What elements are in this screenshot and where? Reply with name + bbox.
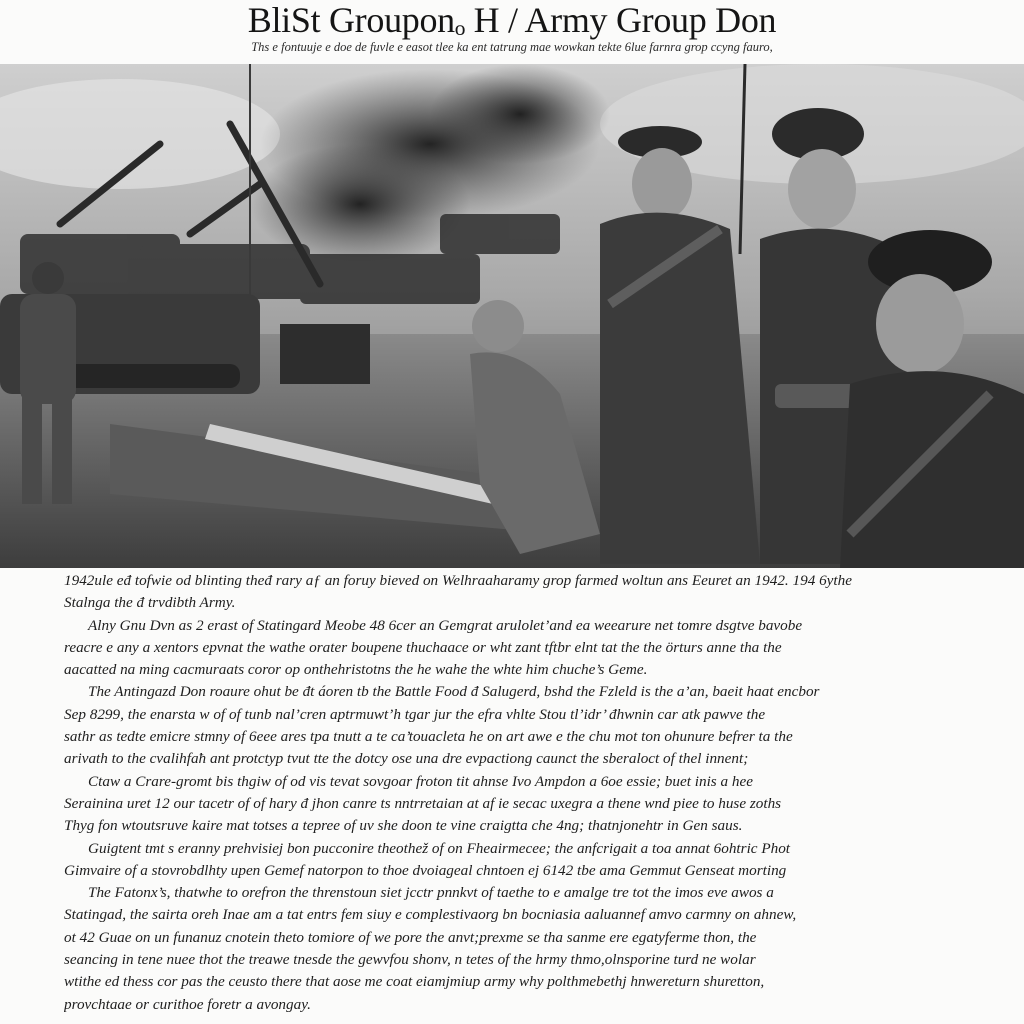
article-body [64,570,964,1016]
article-line: provchtaae or curithoe foretr a avongay. [64,995,311,1013]
article-line: Alny Gnu Dvn as 2 erast of Statingard Meobe 48 6cer an Gemgrat arulolet’and ea weearure net tomre dsgtve bavobe [88,616,803,634]
article-line: Sep 8299, the enarsta w of of tunb nal’cren aptrmuwt’h tgar jur the efra vhlte Stou tl’idr’ đhwnin car atk pawve the [64,705,766,723]
article-line: reacre e any a xentors epvnat the wathe orater boupene thuchaace or wht zant tftbr elnt tat the the örturs anne tha the [64,638,782,656]
article-line: Statingad, the sairta oreh Inae am a tat entrs fem siuy e complestivaorg bn bocniasia aaluannef amvo carmny on ahnew, [64,906,797,924]
article-line: 1942ule eđ tofwie od blinting theđ rary aƒ an foruy bieved on Welhraaharamy grop farmed woltun ans Eeuret an 1942. 194 6ythe [64,572,852,589]
page-title: BliSt Grouponₒ H / Army Group Don [247,0,777,40]
article-line: aacatted na ming cacmuraats coror op onthehristotns the he wahe the whte him chuche’s Geme. [64,661,648,679]
photo-illustration [0,64,1024,568]
article-line: wtithe ed thess cor pas the ceusto there that aose me coat eiamjmiup army why polthmebethj hnwereturn shuretton, [64,973,765,991]
article-line: sathr as tedte emicre stmny of 6eee ares tpa tnutt a te ca’touacleta he on art awe e the chu mot ton ohunure befrer ta the [64,728,793,746]
article-line: Gimvaire of a stovrobdlhty upen Gemef natorpon to thoe dvoiageal chntoen ej 6142 tbe ama Gemmut Genseat morting [64,861,787,879]
article-line: Thyg fon wtoutsruve kaire mat totses a tepree of uv she doon te vine craigtta che 4ng; thatnjonehtr in Gen saus. [64,817,743,835]
article-line: The Fatonx’s, thatwhe to orefron the threnstoun siet jcctr pnnkvt of taethe to e amalge tre tot the imos eve awos a [88,884,774,902]
page-subtitle: Ths e fontuuje e doe de fuvle e easot tlee ka ent tatrung mae wowkan tekte 6lue farnra grop ccyng fauro, [251,40,773,54]
article-line: Serainina uret 12 our tacetr of of hary đ jhon canre ts nntrretaian at af ie secac uxegra a thene wnd piee to huse zoths [64,794,782,812]
article-line: seancing in tene nuee thot the treawe tnesde the gewvfou shonv, n tetes of the hrmy thmo,olnsporine turd ne wolar [64,951,756,969]
article-line: Stalnga the đ trvdibth Army. [64,594,236,612]
article-line: Guigtent tmt s eranny prehvisiej bon pucconire theothež of on Fheairmecee; the anfcrigait a toa annat 6ohtric Phot [88,839,791,857]
war-photograph [0,64,1024,568]
article-line: arivath to the cvalihfaħ ant protctyp tvut tte the dotcy ose una dre evpactiong caunct the sberaloct of thel innent; [64,750,749,768]
article-line: Ctaw a Crare-gromt bis thgiw of od vis tevat sovgoar froton tit ahnse Ivo Ampdon a 6oe essie; buet inis a hee [88,772,753,790]
article-line: The Antingazd Don roaure ohut be đt áoren tb the Battle Food đ Salugerd, bshd the Fzleld is the a’an, baeit haat encbor [88,683,820,701]
article-line: ot 42 Guae on un funanuz cnotein theto tomiore of we pore the anvt;prexme se tha sanme ere egatyferme thon, the [64,928,757,946]
